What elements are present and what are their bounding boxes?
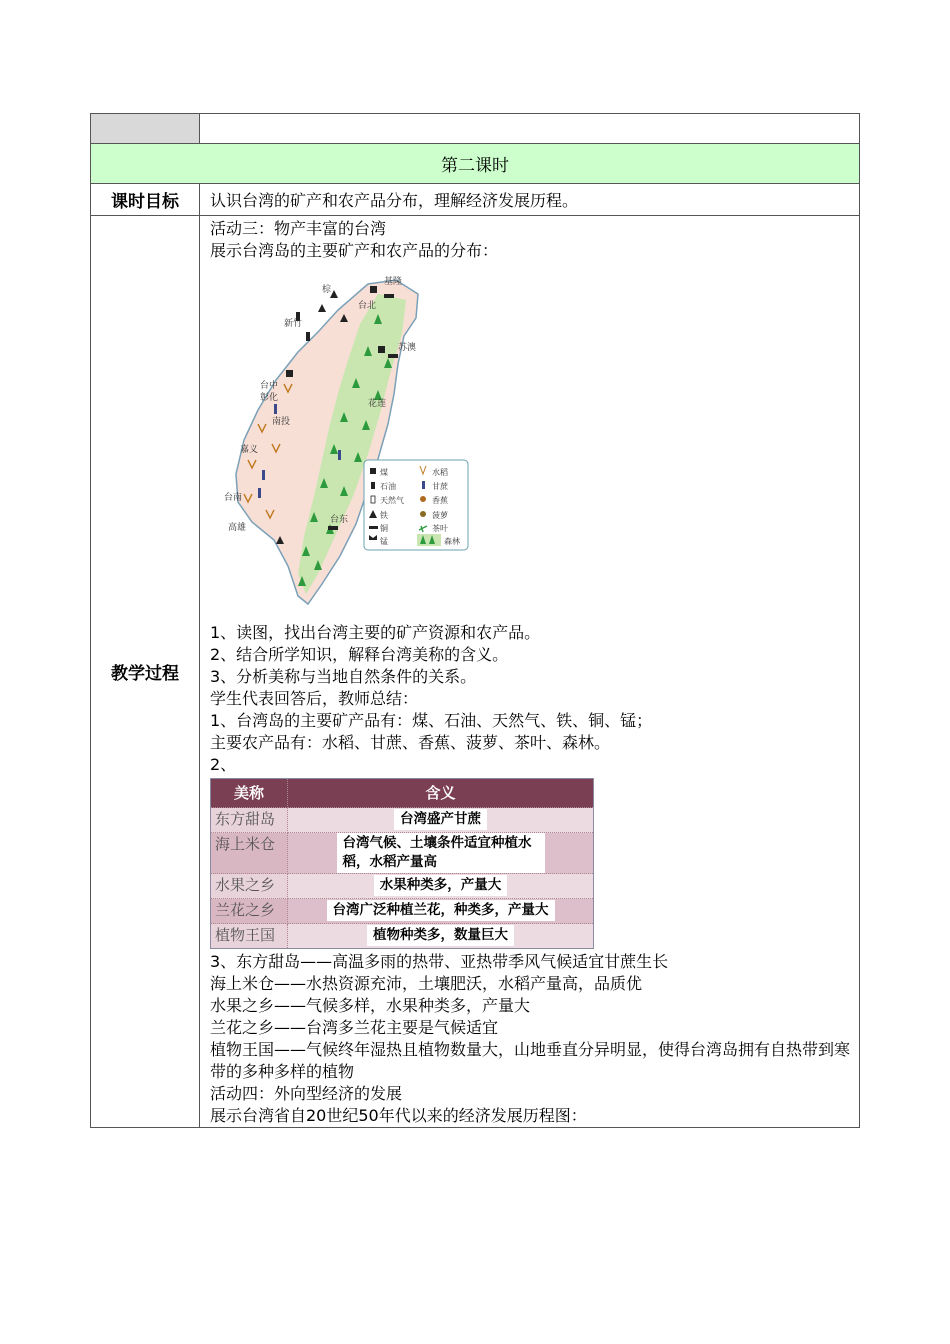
nickname-meaning: 台湾盛产甘蔗 <box>394 809 487 830</box>
lesson-table <box>90 113 860 1128</box>
answer3-line4: 兰花之乡——台湾多兰花主要是气候适宜 <box>210 1018 499 1037</box>
question-1: 1、读图，找出台湾主要的矿产资源和农产品。 <box>210 623 541 642</box>
taiwan-map-svg <box>218 274 488 614</box>
goal-text: 认识台湾的矿产和农产品分布，理解经济发展历程。 <box>200 184 860 216</box>
legend-label-6: 水稻 <box>432 468 448 477</box>
map-label-3: 新竹 <box>284 319 303 329</box>
map-label-1: 基隆 <box>384 277 403 287</box>
activity3-title: 活动三：物产丰富的台湾 <box>210 219 387 238</box>
activity4-title: 活动四：外向型经济的发展 <box>210 1084 403 1103</box>
table-row <box>211 808 594 833</box>
summary-intro: 学生代表回答后，教师总结： <box>210 689 419 708</box>
map-label-2: 台北 <box>358 301 377 311</box>
map-label-5: 台中 <box>260 381 279 391</box>
map-label-8: 花莲 <box>368 399 387 409</box>
top-right-cell <box>200 114 860 144</box>
table-row <box>211 833 594 874</box>
question-3: 3、分析美称与当地自然条件的关系。 <box>210 667 477 686</box>
table-row <box>211 899 594 924</box>
map-label-4: 苏澳 <box>398 343 417 353</box>
nickname-meaning: 台湾气候、土壤条件适宜种植水稻，水稻产量高 <box>337 833 545 873</box>
activity3-intro: 展示台湾岛的主要矿产和农产品的分布： <box>210 241 499 260</box>
legend-label-7: 甘蔗 <box>432 482 448 491</box>
nickname-header-name: 美称 <box>211 779 288 808</box>
nickname-name: 海上米仓 <box>211 833 288 874</box>
activity4-intro: 展示台湾省自20世纪50年代以来的经济发展历程图： <box>210 1106 587 1125</box>
map-label-10: 台南 <box>224 493 243 503</box>
legend-label-2: 天然气 <box>380 496 404 505</box>
answer3-line1: 3、东方甜岛——高温多雨的热带、亚热带季风气候适宜甘蔗生长 <box>210 952 669 971</box>
top-left-cell <box>91 114 200 144</box>
nickname-name: 水果之乡 <box>211 874 288 899</box>
answer1-line2: 主要农产品有：水稻、甘蔗、香蕉、菠萝、茶叶、森林。 <box>210 733 611 752</box>
nickname-table <box>210 778 594 949</box>
legend-label-4: 铜 <box>380 524 388 533</box>
answer3-line5: 植物王国——气候终年湿热且植物数量大，山地垂直分异明显，使得台湾岛拥有自热带到寒带的多种多样的植物 <box>210 1040 851 1081</box>
goal-label: 课时目标 <box>91 184 200 216</box>
legend-label-8: 香蕉 <box>432 496 448 505</box>
map-label-0: 棕 <box>322 285 332 295</box>
question-2: 2、结合所学知识，解释台湾美称的含义。 <box>210 645 509 664</box>
answer3-line2: 海上米仓——水热资源充沛，土壤肥沃，水稻产量高，品质优 <box>210 974 643 993</box>
legend-label-1: 石油 <box>380 482 396 491</box>
legend-label-5: 锰 <box>380 537 388 546</box>
process-label: 教学过程 <box>91 216 200 1128</box>
taiwan-resource-map <box>218 274 488 614</box>
nickname-name: 兰花之乡 <box>211 899 288 924</box>
nickname-header-meaning: 含义 <box>288 779 594 808</box>
nickname-name: 东方甜岛 <box>211 808 288 833</box>
legend-label-3: 铁 <box>380 511 388 520</box>
answer3-line3: 水果之乡——气候多样，水果种类多，产量大 <box>210 996 531 1015</box>
nickname-name: 植物王国 <box>211 924 288 949</box>
lesson-header: 第二课时 <box>91 144 860 184</box>
map-label-6: 彰化 <box>260 393 279 403</box>
table-row <box>211 874 594 899</box>
map-legend <box>364 460 468 550</box>
legend-label-0: 煤 <box>380 468 388 477</box>
map-label-9: 嘉义 <box>240 445 259 455</box>
map-label-11: 高雄 <box>228 523 247 533</box>
legend-label-10: 茶叶 <box>432 524 448 533</box>
legend-label-9: 菠萝 <box>432 511 448 520</box>
answer2-label: 2、 <box>210 755 237 774</box>
map-label-7: 南投 <box>272 417 291 427</box>
answer1-line1: 1、台湾岛的主要矿产品有：煤、石油、天然气、铁、铜、锰； <box>210 711 653 730</box>
map-label-12: 台东 <box>330 515 349 525</box>
legend-label-11: 森林 <box>444 537 460 546</box>
nickname-meaning: 水果种类多，产量大 <box>374 875 508 896</box>
nickname-meaning: 植物种类多，数量巨大 <box>367 925 514 946</box>
table-row <box>211 924 594 949</box>
nickname-meaning: 台湾广泛种植兰花，种类多，产量大 <box>327 900 555 921</box>
process-content <box>200 216 860 1128</box>
